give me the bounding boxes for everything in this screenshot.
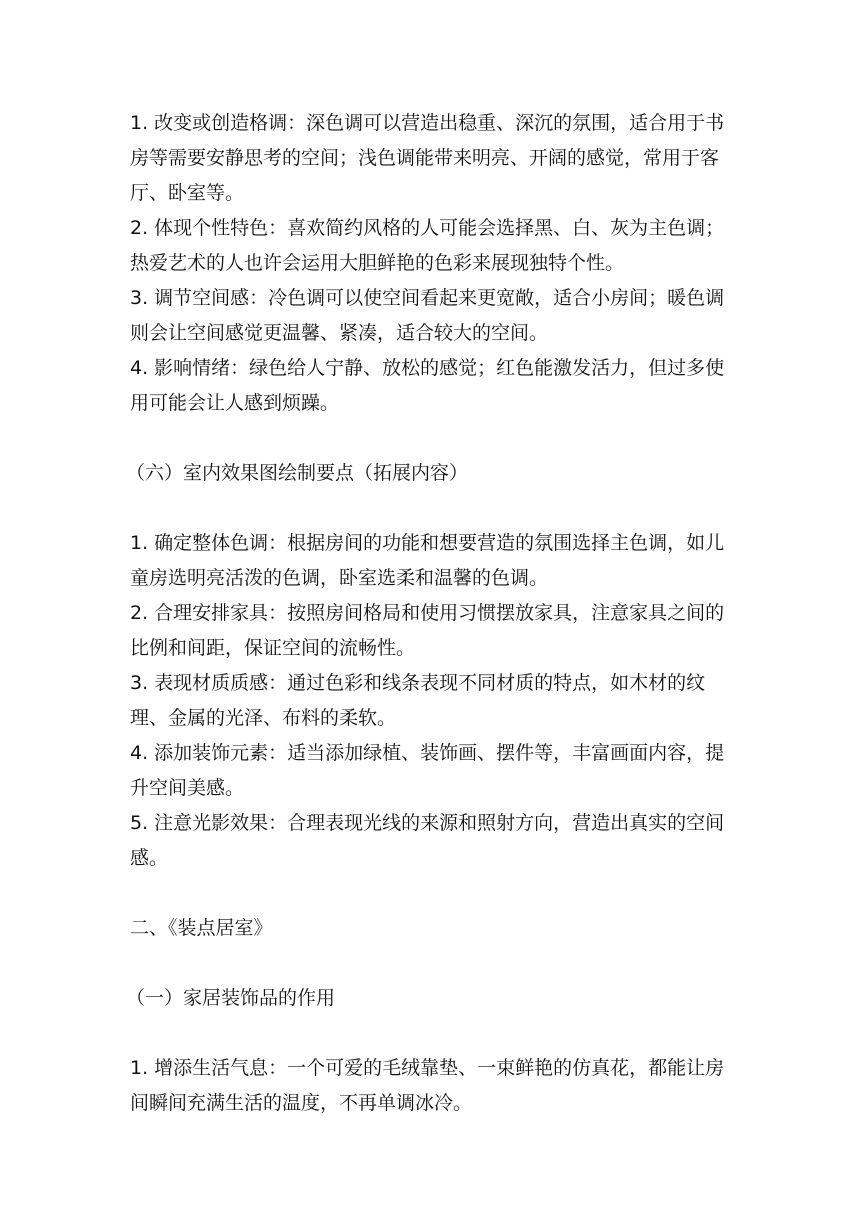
list-item: 3. 表现材质质感：通过色彩和线条表现不同材质的特点，如木材的纹理、金属的光泽、布料的柔软。 bbox=[130, 672, 706, 729]
list-item: 2. 体现个性特色：喜欢简约风格的人可能会选择黑、白、灰为主色调；热爱艺术的人也许会运用大胆鲜艳的色彩来展现独特个性。 bbox=[130, 217, 725, 274]
sub-heading: （一）家居装饰品的作用 bbox=[126, 987, 336, 1009]
list-item: 1. 改变或创造格调：深色调可以营造出稳重、深沉的氛围，适合用于书房等需要安静思考的空间；浅色调能带来明亮、开阔的感觉，常用于客厅、卧室等。 bbox=[130, 112, 725, 204]
document-body bbox=[126, 106, 742, 1121]
spacer bbox=[130, 946, 742, 981]
list-item: 1. 确定整体色调：根据房间的功能和想要营造的氛围选择主色调，如儿童房选明亮活泼的色调，卧室选柔和温馨的色调。 bbox=[130, 532, 725, 589]
spacer bbox=[130, 876, 742, 911]
part-heading: 二、《装点居室》 bbox=[130, 917, 273, 939]
spacer bbox=[130, 421, 742, 456]
spacer bbox=[130, 491, 742, 526]
list-item: 1. 增添生活气息：一个可爱的毛绒靠垫、一束鲜艳的仿真花，都能让房间瞬间充满生活的温度，不再单调冰冷。 bbox=[130, 1057, 725, 1114]
spacer bbox=[130, 1016, 742, 1051]
list-item: 3. 调节空间感：冷色调可以使空间看起来更宽敞，适合小房间；暖色调则会让空间感觉更温馨、紧凑，适合较大的空间。 bbox=[130, 287, 725, 344]
list-item: 4. 影响情绪：绿色给人宁静、放松的感觉；红色能激发活力，但过多使用可能会让人感到烦躁。 bbox=[130, 357, 725, 414]
section-heading: （六）室内效果图绘制要点（拓展内容） bbox=[126, 462, 469, 484]
list-item: 4. 添加装饰元素：适当添加绿植、装饰画、摆件等，丰富画面内容，提升空间美感。 bbox=[130, 742, 725, 799]
list-item: 2. 合理安排家具：按照房间格局和使用习惯摆放家具，注意家具之间的比例和间距，保证空间的流畅性。 bbox=[130, 602, 725, 659]
list-item: 5. 注意光影效果：合理表现光线的来源和照射方向，营造出真实的空间感。 bbox=[130, 812, 725, 869]
